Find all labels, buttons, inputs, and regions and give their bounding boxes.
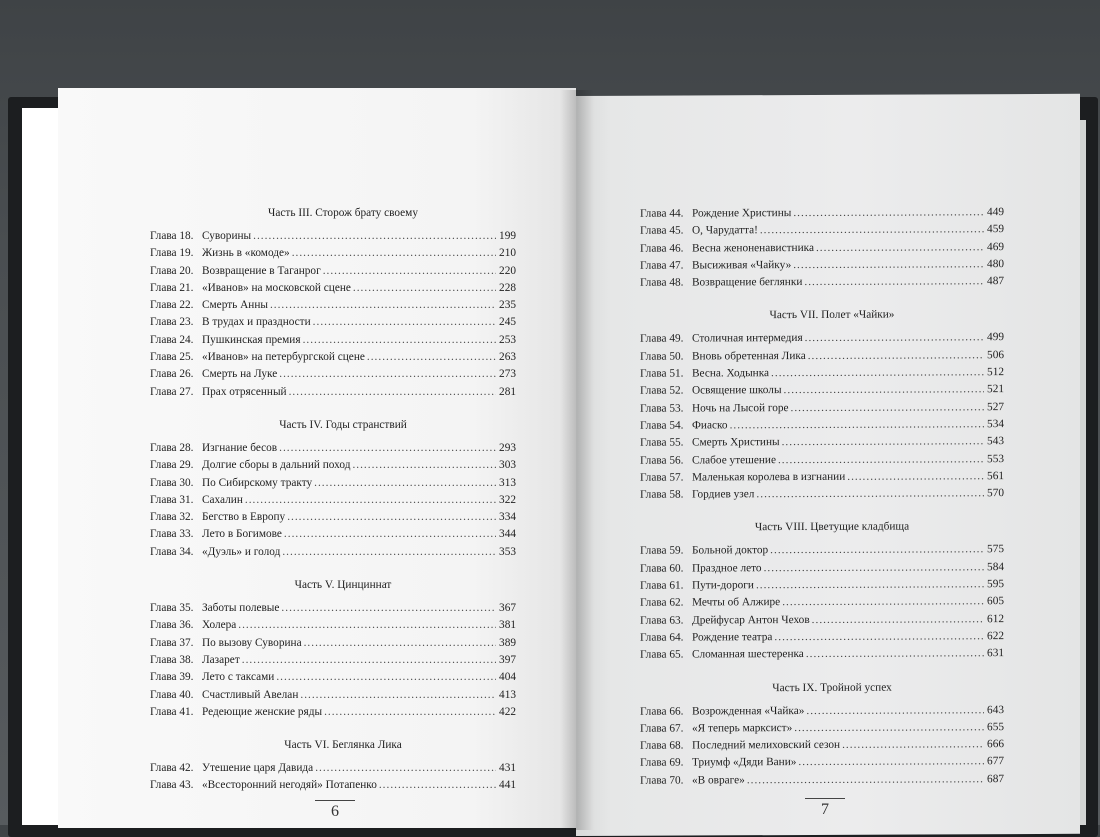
toc-entry bbox=[640, 273, 1004, 292]
chapter-title: «В овраге» bbox=[692, 773, 745, 787]
dot-leader bbox=[812, 611, 984, 629]
chapter-page-number: 210 bbox=[499, 247, 516, 260]
chapter-number: Глава 47. bbox=[640, 259, 684, 272]
chapter-page-number: 353 bbox=[499, 545, 516, 558]
toc-entry bbox=[640, 645, 1004, 664]
dot-leader bbox=[791, 399, 984, 417]
part-heading: Часть V. Цинциннат bbox=[294, 579, 392, 592]
toc-entry bbox=[640, 364, 1004, 383]
dot-leader bbox=[808, 347, 984, 365]
chapter-title: Весна. Ходынка bbox=[692, 367, 770, 380]
chapter-number: Глава 41. bbox=[150, 705, 194, 718]
toc-entry bbox=[150, 440, 516, 457]
dot-leader bbox=[304, 635, 496, 652]
dot-leader bbox=[764, 559, 984, 577]
chapter-number: Глава 57. bbox=[640, 471, 684, 484]
chapter-title: По Сибирскому тракту bbox=[202, 476, 313, 489]
chapter-number: Глава 62. bbox=[640, 596, 684, 610]
chapter-number: Глава 46. bbox=[640, 242, 684, 255]
toc-entry bbox=[640, 559, 1004, 578]
chapter-number: Глава 50. bbox=[640, 350, 684, 363]
chapter-number: Глава 58. bbox=[640, 488, 684, 501]
chapter-page-number: 575 bbox=[987, 543, 1004, 556]
chapter-page-number: 677 bbox=[987, 755, 1004, 768]
right-page bbox=[576, 94, 1080, 836]
chapter-page-number: 422 bbox=[499, 705, 516, 718]
toc-entry bbox=[150, 509, 516, 526]
dot-leader bbox=[292, 245, 496, 262]
chapter-page-number: 381 bbox=[499, 619, 516, 632]
chapter-page-number: 480 bbox=[987, 258, 1004, 271]
chapter-title: Слабое утешение bbox=[692, 453, 776, 467]
chapter-number: Глава 30. bbox=[150, 476, 194, 489]
part-heading: Часть VII. Полет «Чайки» bbox=[769, 309, 895, 322]
chapter-title: Изгнание бесов bbox=[202, 441, 278, 454]
chapter-page-number: 263 bbox=[499, 351, 516, 364]
dot-leader bbox=[324, 704, 496, 721]
chapter-page-number: 553 bbox=[987, 452, 1004, 465]
chapter-title: Маленькая королева в изгнании bbox=[692, 470, 846, 484]
chapter-title: Счастливый Авелан bbox=[202, 688, 299, 701]
toc-entry bbox=[150, 475, 516, 492]
chapter-title: Столичная интермедия bbox=[692, 332, 803, 345]
section-spacer bbox=[150, 401, 516, 415]
part-heading: Часть VIII. Цветущие кладбища bbox=[754, 520, 910, 534]
toc-entry bbox=[640, 628, 1004, 647]
chapter-page-number: 487 bbox=[987, 275, 1004, 288]
dot-leader bbox=[782, 594, 984, 612]
toc-entry bbox=[640, 382, 1004, 401]
chapter-title: Рождение театра bbox=[692, 631, 773, 644]
toc-entry bbox=[640, 416, 1004, 435]
chapter-number: Глава 31. bbox=[150, 493, 194, 506]
toc-entry bbox=[640, 593, 1004, 612]
chapter-number: Глава 39. bbox=[150, 671, 194, 684]
chapter-page-number: 303 bbox=[499, 459, 516, 472]
chapter-number: Глава 23. bbox=[150, 316, 194, 329]
toc-entry bbox=[640, 754, 1004, 773]
chapter-title: Больной доктор bbox=[692, 544, 769, 557]
toc-entry bbox=[150, 526, 516, 543]
chapter-page-number: 584 bbox=[987, 560, 1004, 573]
dot-leader bbox=[784, 382, 984, 400]
toc-entry bbox=[150, 263, 516, 280]
chapter-number: Глава 28. bbox=[150, 441, 194, 454]
chapter-page-number: 220 bbox=[499, 264, 516, 277]
chapter-number: Глава 38. bbox=[150, 653, 194, 666]
toc-entry bbox=[150, 457, 516, 474]
dot-leader bbox=[253, 228, 496, 245]
chapter-title: Жизнь в «комоде» bbox=[202, 247, 290, 260]
part-heading: Часть IX. Тройной успех bbox=[772, 681, 892, 694]
chapter-page-number: 281 bbox=[499, 385, 516, 398]
dot-leader bbox=[282, 544, 496, 561]
chapter-title: Вновь обретенная Лика bbox=[692, 349, 806, 363]
chapter-number: Глава 67. bbox=[640, 722, 684, 735]
dot-leader bbox=[747, 771, 984, 789]
toc-entry bbox=[640, 256, 1004, 275]
chapter-title: Холера bbox=[202, 619, 237, 632]
chapter-page-number: 322 bbox=[499, 493, 516, 506]
chapter-page-number: 499 bbox=[987, 331, 1004, 344]
chapter-page-number: 449 bbox=[987, 206, 1004, 219]
chapter-page-number: 543 bbox=[987, 435, 1004, 448]
chapter-number: Глава 45. bbox=[640, 224, 684, 238]
chapter-title: Фиаско bbox=[692, 419, 728, 432]
chapter-number: Глава 42. bbox=[150, 762, 194, 775]
toc-entry bbox=[640, 485, 1004, 504]
chapter-page-number: 506 bbox=[987, 348, 1004, 361]
dot-leader bbox=[770, 542, 984, 560]
chapter-number: Глава 52. bbox=[640, 384, 684, 398]
dot-leader bbox=[806, 702, 984, 720]
dot-leader bbox=[730, 416, 984, 434]
chapter-title: «Всесторонний негодяй» Потапенко bbox=[202, 779, 377, 792]
chapter-title: Высиживая «Чайку» bbox=[692, 258, 792, 272]
chapter-number: Глава 59. bbox=[640, 544, 684, 558]
toc-entry bbox=[150, 544, 516, 561]
chapter-title: Возвращение в Таганрог bbox=[202, 264, 321, 277]
dot-leader bbox=[794, 719, 984, 737]
dot-leader bbox=[289, 384, 496, 401]
chapter-number: Глава 43. bbox=[150, 779, 194, 792]
chapter-title: Освящение школы bbox=[692, 384, 782, 397]
chapter-page-number: 687 bbox=[987, 772, 1004, 785]
chapter-page-number: 666 bbox=[987, 738, 1004, 751]
chapter-page-number: 595 bbox=[987, 578, 1004, 591]
chapter-title: Смерть Христины bbox=[692, 436, 780, 449]
dot-leader bbox=[352, 457, 496, 474]
section-spacer bbox=[150, 561, 516, 575]
dot-leader bbox=[315, 760, 496, 777]
part-heading: Часть IV. Годы странствий bbox=[279, 418, 407, 431]
chapter-title: Пути-дороги bbox=[692, 579, 754, 592]
chapter-title: Лето в Богимове bbox=[202, 528, 282, 541]
chapter-page-number: 293 bbox=[499, 441, 516, 454]
chapter-page-number: 469 bbox=[987, 240, 1004, 253]
chapter-page-number: 527 bbox=[987, 400, 1004, 413]
toc-entry bbox=[150, 384, 516, 401]
dot-leader bbox=[782, 433, 984, 451]
chapter-number: Глава 54. bbox=[640, 419, 684, 432]
toc-entry bbox=[640, 542, 1004, 561]
toc-entry bbox=[150, 297, 516, 314]
toc-entry bbox=[150, 366, 516, 383]
chapter-page-number: 570 bbox=[987, 487, 1004, 500]
toc-entry bbox=[150, 228, 516, 245]
chapter-number: Глава 55. bbox=[640, 436, 684, 449]
toc-entry bbox=[640, 433, 1004, 452]
toc-entry bbox=[640, 330, 1004, 349]
chapter-number: Глава 20. bbox=[150, 264, 194, 277]
dot-leader bbox=[276, 669, 496, 686]
chapter-title: Пушкинская премия bbox=[202, 333, 301, 346]
chapter-title: Редеющие женские ряды bbox=[202, 705, 323, 718]
chapter-number: Глава 61. bbox=[640, 579, 684, 592]
chapter-title: Долгие сборы в дальний поход bbox=[202, 459, 351, 472]
page-number-right: 7 bbox=[805, 798, 845, 819]
toc-entry bbox=[640, 736, 1004, 755]
toc-entry bbox=[640, 771, 1004, 790]
dot-leader bbox=[756, 485, 984, 503]
toc-entry bbox=[150, 760, 516, 777]
chapter-title: Рождение Христины bbox=[692, 207, 792, 220]
dot-leader bbox=[771, 364, 984, 382]
chapter-number: Глава 19. bbox=[150, 247, 194, 260]
chapter-page-number: 622 bbox=[987, 630, 1004, 643]
dot-leader bbox=[367, 349, 496, 366]
dot-leader bbox=[778, 451, 984, 469]
toc-entry bbox=[150, 687, 516, 704]
toc-entry bbox=[150, 245, 516, 262]
chapter-number: Глава 69. bbox=[640, 756, 684, 770]
chapter-title: Смерть Анны bbox=[202, 299, 268, 312]
chapter-page-number: 612 bbox=[987, 612, 1004, 625]
chapter-title: Триумф «Дяди Вани» bbox=[692, 756, 797, 769]
toc-entry bbox=[150, 314, 516, 331]
toc-entry bbox=[150, 600, 516, 617]
dot-leader bbox=[238, 617, 496, 634]
dot-leader bbox=[379, 777, 496, 794]
dot-leader bbox=[805, 330, 984, 348]
chapter-page-number: 228 bbox=[499, 281, 516, 294]
chapter-number: Глава 25. bbox=[150, 351, 194, 364]
chapter-title: Сахалин bbox=[202, 493, 243, 506]
dot-leader bbox=[300, 687, 496, 704]
dot-leader bbox=[270, 297, 496, 314]
chapter-title: Весна женоненавистника bbox=[692, 241, 814, 255]
chapter-page-number: 413 bbox=[499, 688, 516, 701]
chapter-number: Глава 32. bbox=[150, 511, 194, 524]
chapter-title: Ночь на Лысой горе bbox=[692, 401, 789, 415]
table-of-contents-left bbox=[150, 203, 516, 795]
page-number-left: 6 bbox=[315, 800, 355, 821]
toc-entry bbox=[640, 468, 1004, 487]
dot-leader bbox=[279, 440, 496, 457]
chapter-page-number: 334 bbox=[499, 511, 516, 524]
chapter-number: Глава 49. bbox=[640, 333, 684, 346]
chapter-title: «Я теперь марксист» bbox=[692, 721, 793, 735]
toc-entry bbox=[640, 451, 1004, 470]
table-of-contents-right bbox=[640, 204, 1004, 790]
chapter-title: Заботы полевые bbox=[202, 602, 280, 615]
chapter-number: Глава 70. bbox=[640, 774, 684, 787]
chapter-number: Глава 36. bbox=[150, 619, 194, 632]
chapter-page-number: 534 bbox=[987, 418, 1004, 431]
chapter-title: Последний мелиховский сезон bbox=[692, 738, 841, 752]
chapter-page-number: 512 bbox=[987, 366, 1004, 379]
chapter-number: Глава 22. bbox=[150, 299, 194, 312]
toc-entry bbox=[640, 702, 1004, 721]
toc-entry bbox=[150, 492, 516, 509]
section-spacer bbox=[150, 721, 516, 735]
toc-entry bbox=[150, 635, 516, 652]
chapter-page-number: 313 bbox=[499, 476, 516, 489]
chapter-number: Глава 29. bbox=[150, 459, 194, 472]
chapter-number: Глава 66. bbox=[640, 705, 684, 718]
chapter-title: О, Чарудатта! bbox=[692, 224, 758, 237]
chapter-number: Глава 27. bbox=[150, 385, 194, 398]
chapter-title: Суворины bbox=[202, 230, 252, 242]
dot-leader bbox=[798, 754, 984, 772]
toc-entry bbox=[640, 347, 1004, 366]
chapter-number: Глава 56. bbox=[640, 454, 684, 467]
chapter-number: Глава 44. bbox=[640, 207, 684, 220]
chapter-page-number: 441 bbox=[499, 779, 516, 792]
chapter-number: Глава 53. bbox=[640, 402, 684, 415]
toc-entry bbox=[150, 777, 516, 794]
chapter-title: Праздное лето bbox=[692, 561, 762, 575]
chapter-number: Глава 21. bbox=[150, 281, 194, 294]
chapter-page-number: 431 bbox=[499, 762, 516, 775]
chapter-title: Бегство в Европу bbox=[202, 511, 286, 524]
dot-leader bbox=[284, 526, 496, 543]
dot-leader bbox=[806, 645, 984, 663]
chapter-number: Глава 33. bbox=[150, 528, 194, 541]
dot-leader bbox=[793, 256, 984, 274]
chapter-title: Лето с таксами bbox=[202, 671, 275, 684]
book-gutter-shadow bbox=[560, 90, 594, 830]
dot-leader bbox=[816, 239, 984, 257]
dot-leader bbox=[287, 509, 496, 526]
dot-leader bbox=[303, 332, 496, 349]
dot-leader bbox=[847, 468, 984, 486]
chapter-number: Глава 51. bbox=[640, 367, 684, 380]
part-heading: Часть III. Сторож брату своему bbox=[268, 207, 418, 219]
chapter-title: «Иванов» на московской сцене bbox=[202, 281, 351, 294]
chapter-number: Глава 37. bbox=[150, 636, 194, 649]
chapter-title: Возрожденная «Чайка» bbox=[692, 704, 805, 718]
chapter-title: Мечты об Алжире bbox=[692, 596, 781, 609]
chapter-number: Глава 63. bbox=[640, 614, 684, 627]
chapter-page-number: 253 bbox=[499, 333, 516, 346]
chapter-number: Глава 24. bbox=[150, 333, 194, 346]
page-edges-left bbox=[22, 108, 63, 825]
chapter-number: Глава 40. bbox=[150, 688, 194, 701]
chapter-title: Лазарет bbox=[202, 653, 240, 666]
chapter-page-number: 404 bbox=[499, 671, 516, 684]
chapter-page-number: 367 bbox=[499, 602, 516, 615]
chapter-page-number: 643 bbox=[987, 703, 1004, 716]
chapter-page-number: 631 bbox=[987, 647, 1004, 660]
dot-leader bbox=[313, 314, 496, 331]
chapter-number: Глава 48. bbox=[640, 276, 684, 289]
chapter-number: Глава 64. bbox=[640, 631, 684, 644]
dot-leader bbox=[314, 475, 496, 492]
chapter-page-number: 521 bbox=[987, 383, 1004, 396]
chapter-number: Глава 65. bbox=[640, 648, 684, 661]
toc-entry bbox=[640, 576, 1004, 595]
toc-entry bbox=[150, 280, 516, 297]
toc-entry bbox=[150, 669, 516, 686]
dot-leader bbox=[804, 273, 984, 291]
chapter-page-number: 389 bbox=[499, 636, 516, 649]
chapter-title: Прах отрясенный bbox=[202, 385, 287, 398]
toc-entry bbox=[150, 617, 516, 634]
chapter-title: В трудах и праздности bbox=[202, 316, 311, 329]
left-page bbox=[58, 88, 576, 828]
chapter-title: «Иванов» на петербургской сцене bbox=[202, 351, 365, 364]
toc-entry bbox=[150, 349, 516, 366]
dot-leader bbox=[774, 628, 984, 646]
chapter-page-number: 273 bbox=[499, 368, 516, 381]
chapter-number: Глава 68. bbox=[640, 739, 684, 752]
chapter-title: Дрейфусар Антон Чехов bbox=[692, 613, 810, 627]
dot-leader bbox=[281, 600, 496, 617]
toc-entry bbox=[640, 239, 1004, 258]
chapter-page-number: 655 bbox=[987, 720, 1004, 734]
chapter-title: По вызову Суворина bbox=[202, 636, 302, 649]
toc-entry bbox=[640, 204, 1004, 223]
chapter-page-number: 397 bbox=[499, 653, 516, 666]
chapter-title: Гордиев узел bbox=[692, 488, 755, 501]
dot-leader bbox=[756, 576, 984, 594]
dot-leader bbox=[353, 280, 496, 297]
dot-leader bbox=[242, 652, 496, 669]
chapter-number: Глава 26. bbox=[150, 368, 194, 381]
chapter-title: Утешение царя Давида bbox=[202, 762, 314, 775]
chapter-page-number: 344 bbox=[499, 528, 516, 541]
chapter-page-number: 245 bbox=[499, 316, 516, 329]
chapter-title: Смерть на Луке bbox=[202, 368, 278, 381]
dot-leader bbox=[279, 366, 496, 383]
toc-entry bbox=[640, 611, 1004, 630]
toc-entry bbox=[150, 704, 516, 721]
chapter-number: Глава 34. bbox=[150, 545, 194, 558]
chapter-page-number: 235 bbox=[499, 299, 516, 312]
dot-leader bbox=[760, 222, 984, 240]
chapter-page-number: 605 bbox=[987, 595, 1004, 608]
toc-entry bbox=[150, 332, 516, 349]
chapter-title: «Дуэль» и голод bbox=[202, 545, 281, 558]
chapter-number: Глава 18. bbox=[150, 230, 194, 242]
toc-entry bbox=[640, 221, 1004, 240]
toc-entry bbox=[640, 399, 1004, 418]
dot-leader bbox=[245, 492, 496, 509]
chapter-page-number: 199 bbox=[499, 230, 516, 242]
toc-entry bbox=[640, 719, 1004, 738]
chapter-title: Сломанная шестеренка bbox=[692, 648, 804, 661]
chapter-page-number: 459 bbox=[987, 223, 1004, 236]
chapter-number: Глава 35. bbox=[150, 602, 194, 615]
chapter-title: Возвращение беглянки bbox=[692, 276, 803, 289]
toc-entry bbox=[150, 652, 516, 669]
chapter-page-number: 561 bbox=[987, 469, 1004, 483]
dot-leader bbox=[842, 736, 984, 754]
chapter-number: Глава 60. bbox=[640, 562, 684, 575]
dot-leader bbox=[323, 263, 496, 280]
dot-leader bbox=[793, 204, 984, 222]
part-heading: Часть VI. Беглянка Лика bbox=[284, 739, 402, 752]
